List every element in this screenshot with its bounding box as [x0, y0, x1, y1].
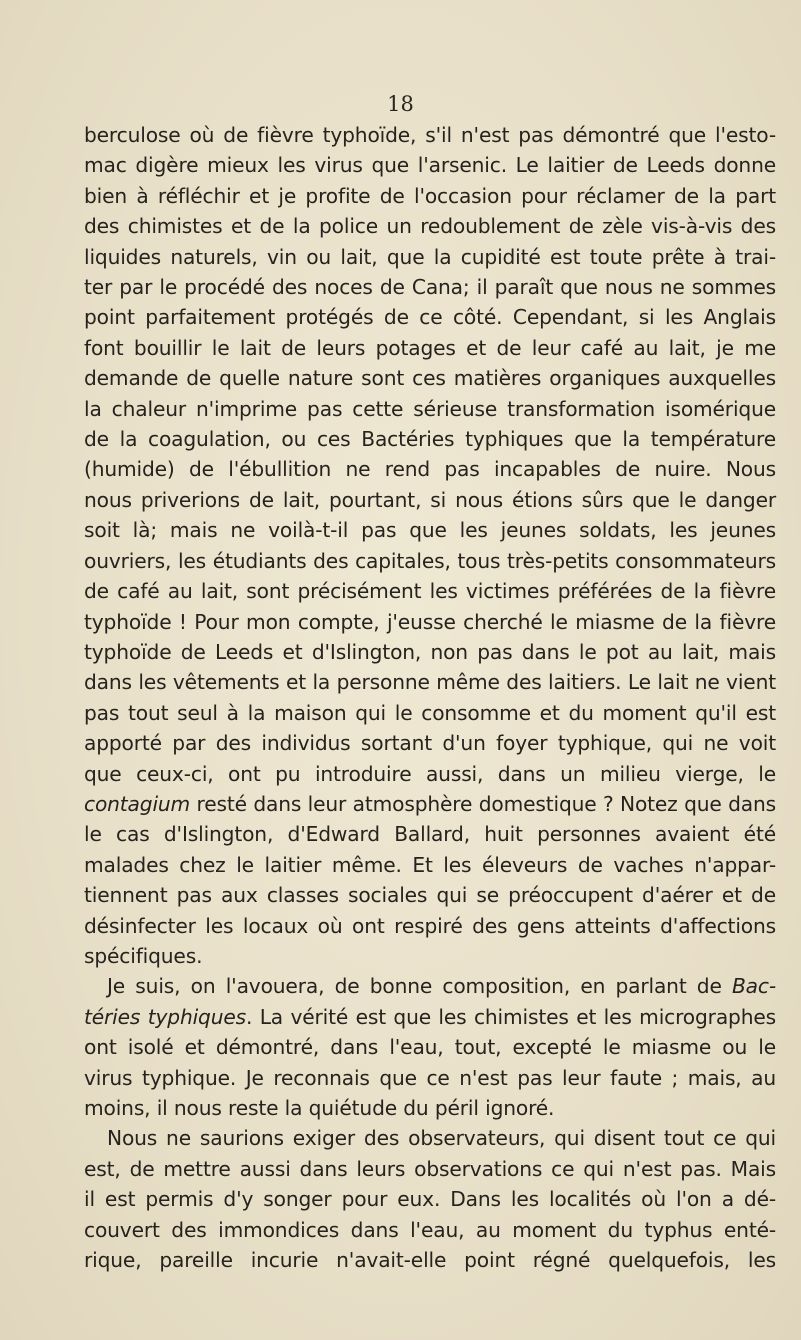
text-line: est, de mettre aussi dans leurs observations ce qui n'est pas. Mais — [84, 1156, 776, 1181]
text-line: ter par le procédé des noces de Cana; il paraît que nous ne sommes — [84, 275, 776, 300]
text-line: typhoïde ! Pour mon compte, j'eusse cherché le miasme de la fièvre — [84, 609, 776, 634]
text-line: il est permis d'y songer pour eux. Dans les localités où l'on a dé- — [84, 1187, 776, 1212]
text-line: le cas d'Islington, d'Edward Ballard, huit personnes avaient été — [84, 822, 776, 847]
text-line: tiennent pas aux classes sociales qui se préoccupent d'aérer et de — [84, 883, 776, 908]
text-line: couvert des immondices dans l'eau, au moment du typhus enté- — [84, 1217, 776, 1242]
text-line: typhoïde de Leeds et d'Islington, non pas dans le pot au lait, mais — [84, 639, 776, 664]
text-line: de café au lait, sont précisément les victimes préférées de la fièvre — [84, 579, 776, 604]
italic-term: téries typhiques — [84, 1004, 246, 1029]
text-line: la chaleur n'imprime pas cette sérieuse transformation isomérique — [84, 396, 776, 421]
text-line: des chimistes et de la police un redoublement de zèle vis-à-vis des — [84, 214, 776, 239]
text-line: soit là; mais ne voilà-t-il pas que les jeunes soldats, les jeunes — [84, 518, 776, 543]
text-line: liquides naturels, vin ou lait, que la cupidité est toute prête à trai- — [84, 244, 776, 269]
italic-term: contagium — [84, 791, 191, 816]
text-run: . La vérité est que les chimistes et les micrographes — [246, 1004, 776, 1029]
text-run: resté dans leur atmosphère domestique ? Notez que dans — [190, 791, 776, 816]
text-line-contagium — [84, 789, 776, 819]
text-line: point parfaitement protégés de ce côté. Cependant, si les Anglais — [84, 305, 776, 330]
text-line: apporté par des individus sortant d'un foyer typhique, qui ne voit — [84, 731, 776, 756]
text-line: virus typhique. Je reconnais que ce n'est pas leur faute ; mais, au — [84, 1065, 776, 1090]
paragraph-1 — [84, 120, 776, 971]
text-line: font bouillir le lait de leurs potages et de leur café au lait, je me — [84, 335, 776, 360]
text-line: désinfecter les locaux où ont respiré des gens atteints d'affections — [84, 913, 776, 938]
text-line: ont isolé et démontré, dans l'eau, tout, excepté le miasme ou le — [84, 1035, 776, 1060]
page-number: 18 — [387, 92, 414, 116]
text-line: demande de quelle nature sont ces matières organiques auxquelles — [84, 366, 776, 391]
text-line: de la coagulation, ou ces Bactéries typhiques que la température — [84, 427, 776, 452]
text-line: ouvriers, les étudiants des capitales, tous très-petits consommateurs — [84, 548, 776, 573]
italic-term: Bac- — [731, 974, 776, 999]
text-line: dans les vêtements et la personne même des laitiers. Le lait ne vient — [84, 670, 776, 695]
text-line: nous priverions de lait, pourtant, si nous étions sûrs que le danger — [84, 487, 776, 512]
text-line: pas tout seul à la maison qui le consomme et du moment qu'il est — [84, 700, 776, 725]
text-line: rique, pareille incurie n'avait-elle point régné quelquefois, les — [84, 1248, 776, 1273]
text-line: (humide) de l'ébullition ne rend pas incapables de nuire. Nous — [84, 457, 776, 482]
text-line-first: Nous ne saurions exiger des observateurs, qui disent tout ce qui — [107, 1126, 776, 1151]
text-line: bien à réfléchir et je profite de l'occasion pour réclamer de la part — [84, 183, 776, 208]
text-line: mac digère mieux les virus que l'arsenic. Le laitier de Leeds donne — [84, 153, 776, 178]
body-text — [84, 120, 776, 1275]
text-line — [84, 1002, 776, 1032]
text-run: Je suis, on l'avouera, de bonne composition, en parlant de — [107, 974, 732, 999]
paragraph-2 — [84, 971, 776, 1123]
text-line-last: moins, il nous reste la quiétude du péril ignoré. — [84, 1096, 555, 1120]
text-line: malades chez le laitier même. Et les éleveurs de vaches n'appar- — [84, 852, 776, 877]
text-line: que ceux-ci, ont pu introduire aussi, dans un milieu vierge, le — [84, 761, 776, 786]
text-line-first — [84, 971, 776, 1001]
text-line: berculose où de fièvre typhoïde, s'il n'est pas démontré que l'esto- — [84, 123, 776, 147]
text-line-last: spécifiques. — [84, 943, 203, 968]
paragraph-3 — [84, 1123, 776, 1275]
